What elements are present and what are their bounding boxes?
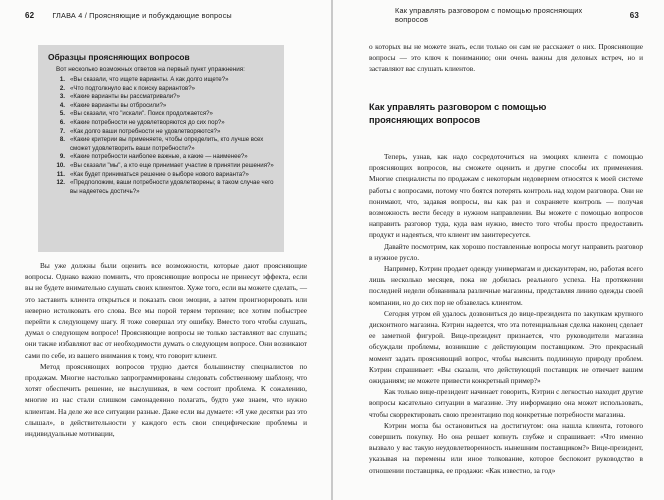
- paragraph: Метод проясняющих вопросов трудно дается большинству специалистов по продажам. Многие настолько запрограммированы следовать собственному шаблону, что хотят обеспечить решение, не выслушивая, в чем состоит проблема. К сожалению, многие из нас стали слишком самонадеянно полагать, будто уже знаем, что нужно клиентам. На деле же все ситуации разные. Даже если вы думаете: «Я уже десятки раз это слышал», в действительности у каждого есть свои специфические проблемы и индивидуальные мотивации,: [25, 361, 307, 439]
- paragraph: Теперь, узнав, как надо сосредоточиться на эмоциях клиента с помощью проясняющих вопросов, вы сможете оценить и другие способы их применения. Многие специалисты по продажам с некоторым недоверием относятся к моей системе работы с вопросами, потому что боятся потерять контроль над ходом разговора. Они не понимают, что, задавая вопросы, вы как раз и сохраняете контроль — получая возможность вести беседу в нужном направлении. Вы можете с помощью вопросов направить разговор туда, куда вам нужно, вместо того чтобы просто предоставить продукт и надеяться, что клиент им заинтересуется.: [369, 152, 643, 240]
- list-item: [50, 110, 278, 119]
- body-text: [25, 260, 307, 439]
- list-item: [50, 102, 278, 111]
- item-text: «Какие варианты вы рассматривали?»: [70, 93, 180, 101]
- list-item: [50, 179, 278, 196]
- paragraph: Кэтрин могла бы остановиться на достигнутом: она нашла клиента, готового совершить покупку. Но она решает копнуть глубже и спрашивает: «Что именно вызвало у вас такую неудовлетворенность нынешним поставщиком?» Вице-президент, указывая на перемены или иное толкование, которое беспокоит руководство в отношении поставщика, ее продажи: «Как известно, за год»: [369, 420, 643, 475]
- paragraph: Как только вице-президент начинает говорить, Кэтрин с легкостью находит другие вопросы касательно ситуации в магазине. Эту информацию она может использовать, чтобы скорректировать свою презентацию под конкретные потребности магазина.: [369, 387, 643, 419]
- item-text: «Какие критерии вы применяете, чтобы определить, кто лучше всех сможет удовлетворить ваши потребности?»: [70, 136, 264, 152]
- page-number: 63: [629, 10, 639, 20]
- paragraph: Сегодня утром ей удалось дозвониться до вице-президента по закупкам крупного дисконтного магазина. Кэтрин надеется, что эта потенциальная сделка наконец сделает ее заметной фигурой. Вице-президент признается, что руководители магазина обсуждали проблемы, возникшие с действующим поставщиком. Это прекрасный момент задать проясняющий вопрос, чтобы выяснить подлинную природу проблем. Кэтрин спрашивает: «Вы сказали, что действующий поставщик не отвечает вашим ожиданиям; не можете привести конкретный пример?»: [369, 308, 643, 386]
- running-head-right: [395, 7, 639, 23]
- item-text: «Какие потребности не удовлетворяются до сих пор?»: [70, 118, 225, 126]
- item-text: «Какие варианты вы отбросили?»: [70, 101, 167, 109]
- body-text: [369, 151, 643, 476]
- item-number: 3.: [59, 93, 65, 101]
- list-item: [50, 85, 278, 94]
- list-item: [50, 153, 278, 162]
- item-number: 2.: [59, 84, 65, 92]
- item-text: «Вы сказали, что "искали". Поиск продолжается?»: [70, 110, 213, 118]
- running-head-left: [25, 7, 309, 23]
- item-number: 4.: [59, 101, 65, 109]
- sidebar-intro: Вот несколько возможных ответов на первый пункт упражнения:: [56, 66, 245, 73]
- section-heading: Как управлять разговором с помощью проясняющих вопросов: [369, 102, 547, 125]
- list-item: [50, 76, 278, 85]
- item-number: 6.: [59, 118, 65, 126]
- item-text: «Вы сказали, что ищете варианты. А как долго ищете?»: [70, 76, 229, 83]
- list-item: [50, 171, 278, 180]
- item-number: 1.: [59, 76, 65, 83]
- paragraph: Давайте посмотрим, как хорошо поставленные вопросы могут направить разговор в нужное русло.: [369, 241, 643, 262]
- list-item: [50, 93, 278, 102]
- right-page: [333, 0, 664, 500]
- item-text: «Какие потребности наиболее важные, а какие — наименее?»: [70, 153, 248, 161]
- list-item: [50, 136, 278, 153]
- item-text: «Что подтолкнуло вас к поиску вариантов?»: [70, 84, 196, 92]
- item-text: «Как будет приниматься решение о выборе нового варианта?»: [70, 170, 249, 178]
- section-running-title: Как управлять разговором с помощью проясняющих вопросов: [395, 6, 583, 24]
- paragraph: Вы уже должны были оценить все возможности, которые дают проясняющие вопросы. Однако важно помнить, что проясняющие вопросы не принесут эффекта, если вы не будете внимательно слушать своих клиентов. Хуже того, если вы можете сделать, — это заставить клиента открыться и показать свои эмоции, а затем проигнорировать или неверно истолковать его слова. Все мы порой теряем терпение; все хотим побыстрее перейти к следующему шагу. Я тоже совершал эту ошибку. Вместо того чтобы слушать, думал о следующем вопросе! Проясняющие вопросы не только заставляют вас слушать; они также избавляют вас от необходимости думать о следующем вопросе. Они возникают сами по себе, из вашего внимания к тому, что говорит клиент.: [25, 261, 307, 360]
- body-text-top: [369, 41, 643, 75]
- list-item: [50, 162, 278, 171]
- item-number: 9.: [59, 153, 65, 161]
- item-number: 11.: [56, 170, 65, 178]
- sidebar-list: [50, 76, 278, 196]
- item-text: «Вы сказали "мы", а кто еще принимает участие в принятии решения?»: [70, 161, 274, 169]
- item-number: 7.: [59, 127, 65, 135]
- item-text: «Как долго ваши потребности не удовлетворяются?»: [70, 127, 221, 135]
- item-number: 8.: [59, 136, 65, 144]
- list-item: [50, 128, 278, 137]
- item-number: 12.: [56, 179, 65, 187]
- sidebar-title: Образцы проясняющих вопросов: [48, 52, 190, 62]
- page-number: 62: [25, 10, 35, 20]
- item-text: «Предположим, ваши потребности удовлетворены; в таком случае чего вы надеетесь достичь?»: [70, 179, 274, 195]
- sidebar-box: [38, 45, 284, 252]
- item-number: 10.: [56, 161, 65, 169]
- paragraph: Например, Кэтрин продает одежду универмагам и дискаунтерам, но, работая всего лишь несколько месяцев, пока не добилась реального успеха. На протяжении последней недели обзванивала различные магазины, представляя линию одежды своей компании, но до сих пор не обзавелась клиентом.: [369, 264, 643, 307]
- chapter-title: ГЛАВА 4 / Проясняющие и побуждающие вопросы: [52, 10, 232, 20]
- item-number: 5.: [59, 110, 65, 118]
- left-page: [0, 0, 331, 500]
- paragraph: о которых вы не можете знать, если только он сам не расскажет о них. Проясняющие вопросы — это ключ к пониманию; они очень важны для деловых встреч, но и заставляют вас слушать клиентов.: [369, 42, 643, 74]
- list-item: [50, 119, 278, 128]
